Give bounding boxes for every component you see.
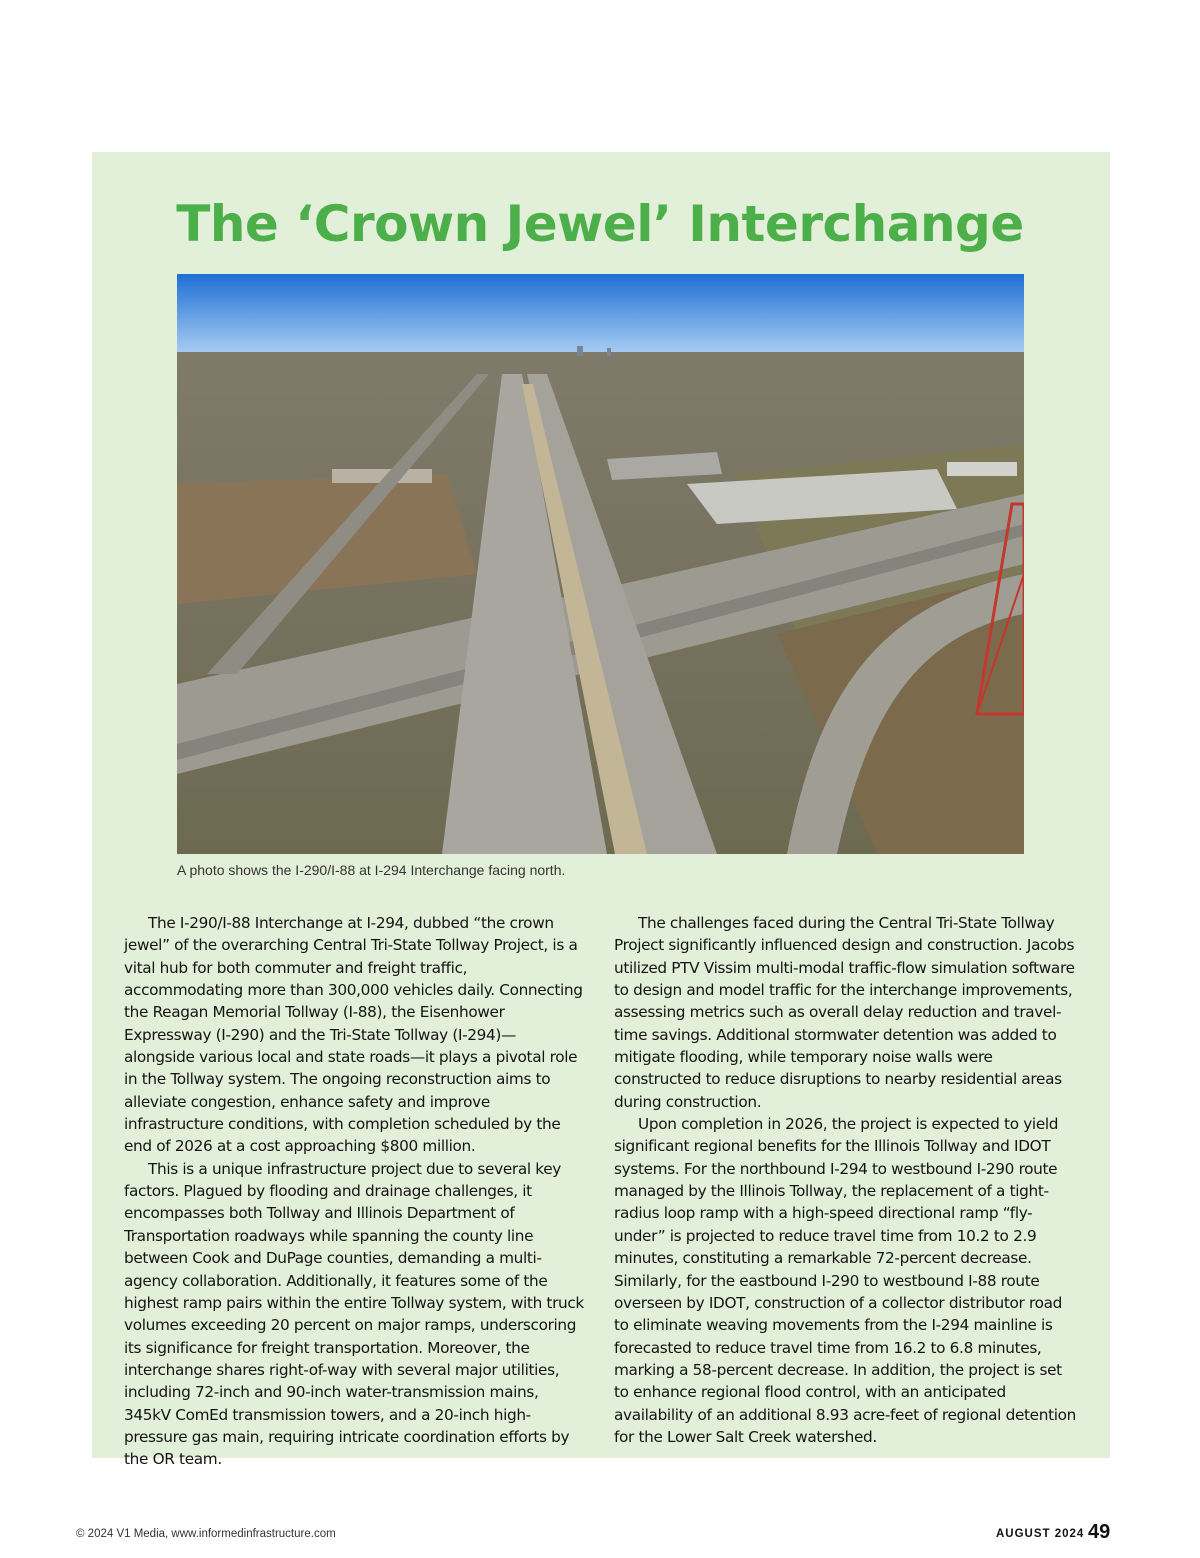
building-far-right <box>947 462 1017 476</box>
article-column-right <box>614 912 1076 1448</box>
distant-skyline <box>577 346 583 356</box>
article-column-left <box>124 912 586 1471</box>
sky <box>177 274 1024 354</box>
footer-issue-date: AUGUST 2024 <box>996 1528 1085 1540</box>
paragraph: The challenges faced during the Central Tri-State Tollway Project significantly influenced design and construction. Jacobs utilized PTV Vissim multi-modal traffic-flow simulation software to design and model traffic for the interchange improvements, assessing metrics such as overall delay reduction and travel-time savings. Additional stormwater detention was added to mitigate flooding, while temporary noise walls were constructed to reduce disruptions to nearby residential areas during construction. <box>614 914 1075 1111</box>
interchange-aerial-photo <box>177 274 1024 854</box>
paragraph: Upon completion in 2026, the project is expected to yield significant regional benefits for the Illinois Tollway and IDOT systems. For the northbound I-294 to westbound I-290 route managed by the Illinois Tollway, the replacement of a tight-radius loop ramp with a high-speed directional ramp “fly-under” is projected to reduce travel time from 10.2 to 2.9 minutes, constituting a remarkable 72-percent decrease. Similarly, for the eastbound I-290 to westbound I-88 route overseen by IDOT, construction of a collector distributor road to eliminate weaving movements from the I-294 mainline is forecasted to reduce travel time from 16.2 to 6.8 minutes, marking a 58-percent decrease. In addition, the project is set to enhance regional flood control, with an anticipated availability of an additional 8.93 acre-feet of regional detention for the Lower Salt Creek watershed. <box>614 1115 1076 1446</box>
paragraph: The I-290/I-88 Interchange at I-294, dubbed “the crown jewel” of the overarching Central Tri-State Tollway Project, is a vital hub for both commuter and freight traffic, accommodating more than 300,000 vehicles daily. Connecting the Reagan Memorial Tollway (I-88), the Eisenhower Expressway (I-290) and the Tri-State Tollway (I-294)—alongside various local and state roads—it plays a pivotal role in the Tollway system. The ongoing reconstruction aims to alleviate congestion, enhance safety and improve infrastructure conditions, with completion scheduled by the end of 2026 at a cost approaching $800 million. <box>124 914 583 1156</box>
aerial-photo-illustration <box>177 274 1024 854</box>
page-number: 49 <box>1088 1521 1111 1543</box>
article-title: The ‘Crown Jewel’ Interchange <box>176 195 1024 253</box>
photo-caption: A photo shows the I-290/I-88 at I-294 Interchange facing north. <box>177 862 566 878</box>
paragraph: This is a unique infrastructure project due to several key factors. Plagued by flooding and drainage challenges, it encompasses both Tollway and Illinois Department of Transportation roadways while spanning the county line between Cook and DuPage counties, demanding a multi-agency collaboration. Additionally, it features some of the highest ramp pairs within the entire Tollway system, with truck volumes exceeding 20 percent on major ramps, underscoring its significance for freight transportation. Moreover, the interchange shares right-of-way with several major utilities, including 72-inch and 90-inch water-transmission mains, 345kV ComEd transmission towers, and a 20-inch high-pressure gas main, requiring intricate coordination efforts by the OR team. <box>124 1159 584 1469</box>
footer-copyright: © 2024 V1 Media, www.informedinfrastructure.com <box>76 1528 336 1540</box>
